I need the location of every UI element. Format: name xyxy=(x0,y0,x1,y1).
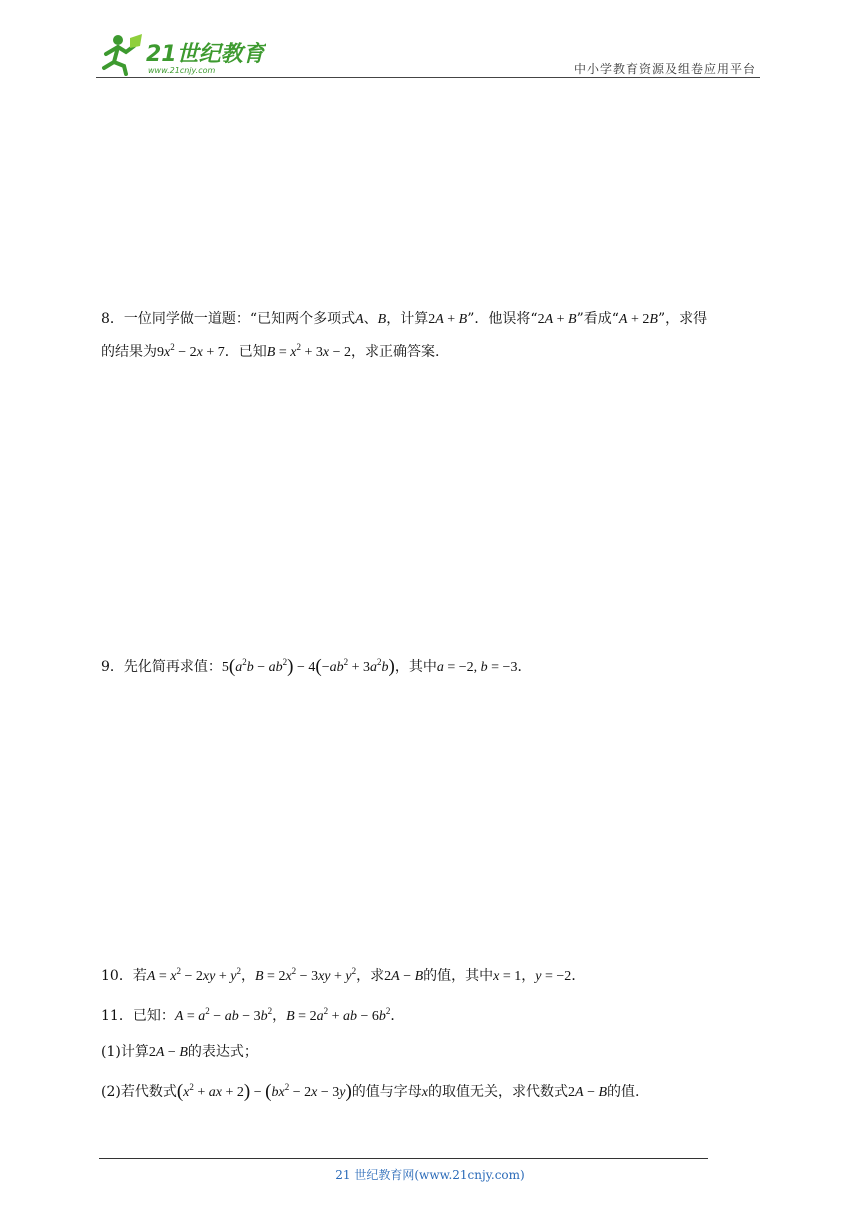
question-11-part-2: (2)若代数式($x^2$ + ax + $2) - (bx^2 - 2x - 3y)$的值与字母x的取值无关，求代数式2A − B的值. xyxy=(101,1081,640,1102)
question-9: 9．先化简再求值：$5(a^2b - ab^2) - 4(-ab^2 + 3a^2b)$，其中a = −2, b = −3． xyxy=(101,656,532,677)
question-8-line1: 8．一位同学做一道题：“已知两个多项式A、B，计算2A + B”．他误将“2A + B”看成“A + 2B”，求得 xyxy=(101,311,708,327)
header-divider xyxy=(96,77,760,78)
logo-text: 21世纪教育 xyxy=(146,42,265,67)
question-8-line2: 的结果为$9x^2 - 2x + 7$．已知$B = x^2 + 3x - 2$，求正确答案. xyxy=(101,342,440,360)
logo-url: www.21cnjy.com xyxy=(148,66,216,75)
question-11-part-1: (1)计算2A − B的表达式； xyxy=(101,1044,258,1060)
question-11: 11．已知：$A = a^2$ − ab − $3b^2$，$B = 2a^2$ + ab − $6b^2$． xyxy=(101,1006,405,1024)
footer-divider xyxy=(99,1158,708,1159)
logo-head-icon xyxy=(113,35,123,45)
question-10: 10．若$A = x^2 - 2xy + y^2$，$B = 2x^2 - 3xy + y^2$，求2A − B的值，其中x = 1，y = −2． xyxy=(101,966,586,984)
site-logo xyxy=(96,32,266,78)
page-header xyxy=(96,32,760,82)
footer-text: 21 世纪教育网(www.21cnjy.com) xyxy=(335,1168,525,1182)
platform-name: 中小学教育资源及组卷应用平台 xyxy=(573,62,756,76)
